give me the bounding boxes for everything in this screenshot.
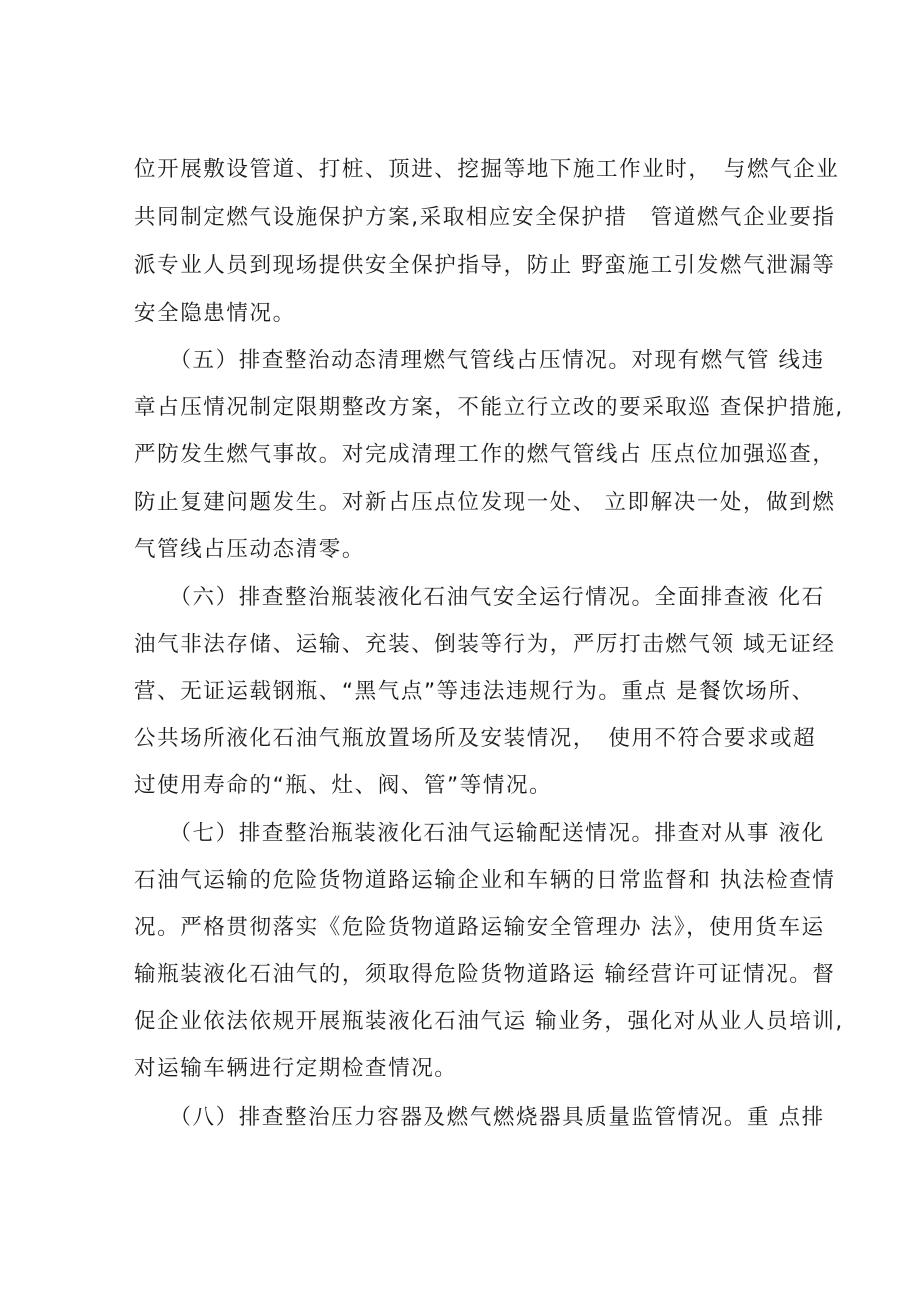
text-line: 促企业依法依规开展瓶装液化石油气运 输业务，强化对从业人员培训, [134,1009,844,1034]
text-line: 安全隐患情况。 [134,301,296,326]
section-heading-line: （八）排查整治压力容器及燃气燃烧器具质量监管情况。重 点排 [134,1105,825,1130]
section-heading-line: （五）排查整治动态清理燃气管线占压情况。对现有燃气管 线违 [134,348,825,373]
text-line: 严防发生燃气事故。对完成清理工作的燃气管线占 压点位加强巡查， [134,442,836,467]
text-line: 位开展敷设管道、打桩、顶进、挖掘等地下施工作业时， 与燃气企业 [134,157,840,182]
text-line: 输瓶装液化石油气的，须取得危险货物道路运 输经营许可证情况。督 [134,962,836,987]
text-line: 况。严格贯彻落实《危险货物道路运输安全管理办 法》，使用货车运 [134,915,825,940]
text-line: 派专业人员到现场提供安全保护指导，防止 野蛮施工引发燃气泄漏等 [134,253,836,278]
section-heading-line: （六）排查整治瓶装液化石油气安全运行情况。全面排查液 化石 [134,585,825,610]
text-line: 油气非法存储、运输、充装、倒装等行为，严厉打击燃气领 域无证经 [134,632,836,657]
text-line: 石油气运输的危险货物道路运输企业和车辆的日常监督和 执法检查情 [134,868,836,893]
text-line: 章占压情况制定限期整改方案，不能立行立改的要采取巡 查保护措施, [134,395,844,420]
text-line: 过使用寿命的“瓶、灶、阀、管”等情况。 [134,773,553,798]
text-line: 营、无证运载钢瓶、“黑气点”等违法违规行为。重点 是餐饮场所、 [134,679,815,704]
text-line: 共同制定燃气设施保护方案,采取相应安全保护措 管道燃气企业要指 [134,205,836,230]
text-line: 对运输车辆进行定期检查情况。 [134,1056,458,1081]
section-heading-line: （七）排查整治瓶装液化石油气运输配送情况。排查对从事 液化 [134,821,825,846]
text-line: 气管线占压动态清零。 [134,537,366,562]
text-line: 公共场所液化石油气瓶放置场所及安装情况， 使用不符合要求或超 [134,726,817,751]
text-line: 防止复建问题发生。对新占压点位发现一处、 立即解决一处，做到燃 [134,490,836,515]
